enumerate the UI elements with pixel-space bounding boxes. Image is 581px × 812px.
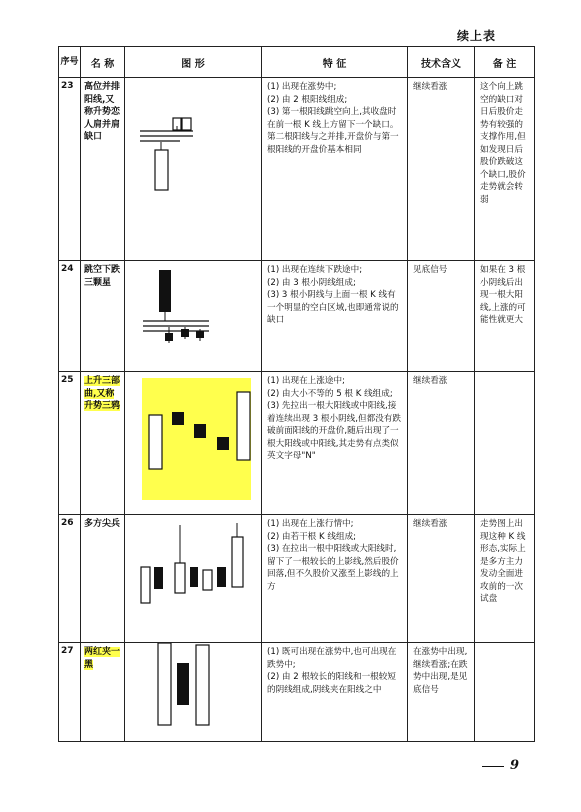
pattern-name: 跳空下跌三颗星 [84, 265, 121, 288]
pattern-name: 高位并排阳线,又称升势恋人肩并肩缺口 [84, 82, 121, 142]
candle-body [217, 437, 229, 450]
pattern-name: 上升三部曲,又称升势三鸦 [84, 376, 121, 411]
candlestick-diagram [125, 515, 262, 642]
pattern-figure [125, 515, 262, 643]
header-feature: 特 征 [262, 47, 408, 78]
candle-body [159, 270, 171, 312]
remarks [475, 643, 535, 742]
candle-body [182, 118, 191, 130]
candle-body [217, 567, 226, 587]
technical-meaning: 在涨势中出现,继续看涨;在跌势中出现,是见底信号 [408, 643, 475, 742]
row-number: 24 [59, 261, 81, 372]
remarks: 这个向上跳空的缺口对日后股价走势有较强的支撑作用,但如发现日后股价跌破这个缺口,股价走势就会转弱 [475, 78, 535, 261]
technical-meaning: 继续看涨 [408, 78, 475, 261]
candle-body [196, 331, 204, 338]
candle-body [237, 392, 250, 460]
technical-meaning: 见底信号 [408, 261, 475, 372]
candlestick-table [58, 46, 535, 742]
pattern-figure [125, 261, 262, 372]
header-note: 备 注 [475, 47, 535, 78]
table-header-row [59, 47, 535, 78]
pattern-features: (1) 出现在上涨行情中; (2) 由若干根 K 线组成; (3) 在拉出一根中阳线或大阳线时,留下了一根较长的上影线,然后股价回落,但不久股价又涨至上影线的上方 [262, 515, 408, 643]
pattern-features: (1) 出现在涨势中; (2) 由 2 根阳线组成; (3) 第一根阳线跳空向上,其收盘时在前一根 K 线上方留下一个缺口。第二根阳线与之并排,开盘价与第一根阳线的开盘价基本相同 [262, 78, 408, 261]
page-number: 9 [510, 758, 520, 773]
candlestick-diagram [125, 643, 262, 741]
candlestick-diagram [125, 261, 262, 371]
row-number: 27 [59, 643, 81, 742]
candle-body [181, 329, 189, 337]
table-row [59, 643, 535, 742]
remarks [475, 372, 535, 515]
candle-body [149, 415, 162, 469]
candle-body [141, 567, 150, 603]
pattern-features: (1) 出现在上涨途中; (2) 由大小不等的 5 根 K 线组成; (3) 先拉出一根大阳线或中阳线,接着连续出现 3 根小阴线,但都没有跌破前面阳线的开盘价,随后出现了一根大阳线或中阳线,其走势有点类似英文字母"N" [262, 372, 408, 515]
pattern-figure [125, 372, 262, 515]
header-tech: 技术含义 [408, 47, 475, 78]
candle-body [155, 150, 168, 190]
candle-body [158, 643, 171, 725]
row-number: 25 [59, 372, 81, 515]
remarks: 如果在 3 根小阴线后出现一根大阳线,上涨的可能性就更大 [475, 261, 535, 372]
candlestick-diagram [125, 372, 262, 514]
candle-body [203, 570, 212, 590]
candle-body [165, 333, 173, 341]
pattern-figure [125, 643, 262, 742]
candle-body [172, 412, 184, 425]
header-figure: 图 形 [125, 47, 262, 78]
continuation-label: 续上表 [457, 29, 497, 43]
technical-meaning: 继续看涨 [408, 515, 475, 643]
table-row [59, 372, 535, 515]
header-name: 名 称 [81, 47, 125, 78]
candle-body [190, 567, 198, 587]
table-row [59, 261, 535, 372]
candle-body [177, 663, 189, 705]
pattern-name: 两红夹一黑 [84, 647, 121, 670]
candle-body [175, 563, 185, 593]
pattern-figure [125, 78, 262, 261]
pattern-features: (1) 出现在连续下跌途中; (2) 由 3 根小阴线组成; (3) 3 根小阴线与上面一根 K 线有一个明显的空白区域,也即通常说的缺口 [262, 261, 408, 372]
candlestick-diagram [125, 78, 262, 260]
page-number-dash [482, 766, 504, 767]
table-row [59, 78, 535, 261]
technical-meaning: 继续看涨 [408, 372, 475, 515]
remarks: 走势图上出现这种 K 线形态,实际上是多方主力发动全面进攻前的一次试盘 [475, 515, 535, 643]
candle-body [154, 567, 163, 589]
candle-body [196, 645, 209, 725]
candle-body [232, 537, 243, 587]
candle-body [194, 424, 206, 438]
header-num: 序号 [59, 47, 81, 78]
row-number: 23 [59, 78, 81, 261]
pattern-features: (1) 既可出现在涨势中,也可出现在跌势中; (2) 由 2 根较长的阳线和一根较短的阴线组成,阴线夹在阳线之中 [262, 643, 408, 742]
row-number: 26 [59, 515, 81, 643]
table-row [59, 515, 535, 643]
pattern-name: 多方尖兵 [84, 519, 121, 529]
